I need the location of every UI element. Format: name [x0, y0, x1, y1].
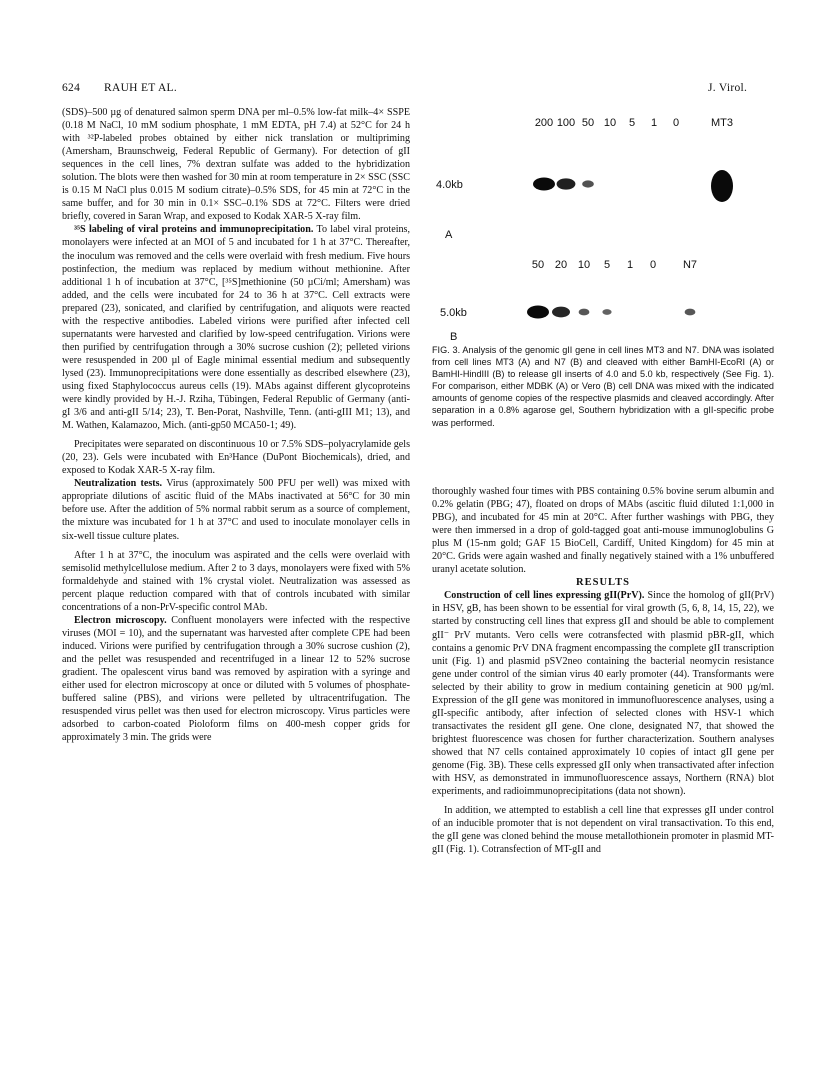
panel-b-lane-label: 50	[531, 259, 545, 271]
panel-b-lane-label: 1	[626, 259, 634, 271]
page-number: 624	[62, 82, 81, 94]
panel-b	[440, 259, 697, 343]
paragraph-neutralization-text: Virus (approximately 500 PFU per well) was mixed with appropriate dilutions of ascitic fluid of the MAbs inactivated at 56°C for 30 min before use. After the addition of 5% normal rabbit serum as a source of complement, the mixture was incubated for 1 h at 37°C and used to inoculate monolayer cells in six-well tissue culture plates.	[62, 478, 410, 542]
panel-a-lane-label: 50	[581, 117, 595, 129]
panel-a-band	[533, 178, 555, 191]
run-in-heading-neutralization: Neutralization tests.	[74, 478, 163, 490]
panel-b-lane-label: 5	[603, 259, 611, 271]
panel-a-band	[582, 180, 594, 187]
panel-b-letter: B	[450, 331, 458, 343]
section-heading-results: RESULTS	[576, 577, 630, 589]
panel-b-band	[685, 309, 696, 316]
panel-a-lane-label: 5	[628, 117, 636, 129]
paragraph-labeling-text: To label viral proteins, monolayers were infected at an MOI of 5 and incubated for 1 h at 37°C. Thereafter, the inoculum was removed and the cells were overlaid with fresh medium. Five hours postinfection, the medium was replaced by medium without methionine. After additional 1 h of incubation at 37°C, [³⁵S]methionine (50 µCi/ml; Amersham) was added, and the cells were incubated for 24 to 36 h at 37°C. Cell extracts were prepared (23), sonicated, and clarified by centrifugation, and aliquots were reacted with the respective antibodies. Labeled virions were purified after infected cell supernatants were harvested and clarified by low-speed centrifugation. Virions were then purified by centrifugation through a 30% sucrose cushion (2); pelleted virions were resuspended in 200 µl of Eagle minimal essential medium and subsequently lysed (23). Immunoprecipitations were done essentially as described elsewhere (23), using fixed Staphylococcus aureus cells (19). MAbs against different glycoproteins were kindly provided by H.-J. Rziha, Tübingen, Federal Republic of Germany (anti-gI 3/6 and anti-gII 5/14; 23), T. Ben-Porat, Nashville, Tenn. (anti-gIII M1; 13), and M. Wathen, Kalamazoo, Mich. (anti-gp50 MCA50-1; 49).	[62, 224, 411, 432]
panel-a-lane-label: 10	[603, 117, 617, 129]
panel-a-lane-label: MT3	[711, 117, 733, 129]
panel-b-lane-label: 10	[577, 259, 591, 271]
panel-a-lane-label: 200	[534, 117, 554, 129]
panel-a-lane-label: 100	[556, 117, 576, 129]
running-head-authors: RAUH ET AL.	[104, 82, 178, 94]
panel-a-band	[557, 178, 576, 189]
figure-3-blot	[432, 108, 762, 343]
paragraph-grids: thoroughly washed four times with PBS containing 0.5% bovine serum albumin and 0.2% gelatin (PBG; 47), floated on drops of MAbs (ascitic fluid diluted 1:1,000 in PBG), and incubated for 45 min at 20°C. After further washings with PBG, they were then immersed in a drop of gold-tagged goat anti-mouse immunoglobulins G plus M (15-nm gold; GAF 15 BioCell, Cardiff, United Kingdom) for 45 min at 20°C. Grids were again washed and finally negatively stained with a 1% unbuffered uranyl acetate solution.	[432, 486, 774, 576]
panel-b-lane-label: 0	[649, 259, 657, 271]
panel-a-lane-label: 0	[672, 117, 680, 129]
panel-a-size-label: 4.0kb	[436, 179, 463, 191]
panel-b-lane-label: N7	[682, 259, 698, 271]
paragraph-inducible: In addition, we attempted to establish a cell line that expresses gII under control of an inducible promoter that is not dependent on viral transactivation. To this end, the gII gene was cloned behind the mouse metallothionein promoter in plasmid MT-gII (Fig. 1). Cotransfection of MT-gII and	[432, 805, 774, 856]
run-in-heading-labeling: ³⁵S labeling of viral proteins and immunoprecipitation.	[74, 224, 314, 236]
panel-a-letter: A	[445, 229, 453, 241]
paragraph-electron-microscopy	[62, 614, 410, 744]
paragraph-construction-text: Since the homolog of gII(PrV) in HSV, gB, has been shown to be essential for viral growth (5, 6, 8, 14, 15, 22), we started by constructing cell lines that express gII and should be able to complement gII⁻ PrV mutants. Vero cells were cotransfected with plasmid pBR-gII, which contains a genomic PrV DNA fragment encompassing the complete gII transcription unit (Fig. 1) and plasmid pSV2neo containing the bacterial neomycin resistance gene under control of the simian virus 40 early promoter (44). Transformants were selected by their ability to grow in medium containing geneticin at 900 µg/ml. Expression of the gII gene was monitored in immunofluorescence analyses, using a gII-specific antibody, after infection of selected clones with HSV-1 which transactivates the resident gII gene. One clone, designated N7, that showed the brightest fluorescence was chosen for further characterization. Southern analyses showed that N7 cells contained approximately 10 copies of intact gII gene per genome (Fig. 3B). These cells expressed gII only when transactivated after infection with HSV, as demonstrated in immunofluorescence assays, Northern (RNA) blot experiments, and radioimmunoprecipitations (data not shown).	[432, 590, 774, 798]
paragraph-plaque: After 1 h at 37°C, the inoculum was aspirated and the cells were overlaid with semisolid methylcellulose medium. After 2 to 3 days, monolayers were fixed with 5% formaldehyde and stained with 1% crystal violet. Neutralization was assessed as percent plaque reduction compared with that of controls incubated with similar concentrations of a non-PrV-specific control MAb.	[62, 549, 410, 613]
panel-b-band	[552, 307, 570, 318]
panel-b-lane-label: 20	[554, 259, 568, 271]
paragraph-labeling	[62, 223, 410, 432]
panel-b-band	[527, 306, 549, 319]
paragraph-construction	[432, 589, 774, 798]
paragraph-neutralization	[62, 477, 410, 542]
run-in-heading-electron-microscopy: Electron microscopy.	[74, 614, 167, 626]
panel-b-band	[579, 309, 590, 316]
figure-caption: FIG. 3. Analysis of the genomic gII gene in cell lines MT3 and N7. DNA was isolated from cell lines MT3 (A) and N7 (B) and cleaved with either BamHI-EcoRI (A) or BamHI-HindIII (B) to release gII inserts of 4.0 and 5.0 kb, respectively (See Fig. 1). For comparison, either MDBK (A) or Vero (B) cell DNA was mixed with the indicated amounts of genome copies of the respective plasmids and cleaved accordingly. After separation in a 0.8% agarose gel, Southern hybridization with a gII-specific probe was performed.	[432, 345, 774, 428]
running-head-journal: J. Virol.	[708, 82, 748, 94]
panel-a-lane-label: 1	[650, 117, 658, 129]
panel-a	[436, 117, 733, 241]
panel-b-size-label: 5.0kb	[440, 307, 467, 319]
paragraph-hybridization: (SDS)–500 µg of denatured salmon sperm DNA per ml–0.5% low-fat milk–4× SSPE (0.18 M NaCl, 10 mM sodium phosphate, 1 mM EDTA, pH 7.4) at 52°C for 24 h with ³²P-labeled probes obtained by either nick translation or multipriming (Amersham, Braunschweig, Federal Republic of Germany). For detection of gII sequences in the cell lines, 7% dextran sulfate was added to the hybridization solution. The blots were then washed for 30 min at room temperature in 2× SSC (SSC is 0.15 M NaCl plus 0.015 M sodium citrate)–0.5% SDS, for 45 min at 72°C in the same buffer, and for 30 min in 0.1× SSC–0.1% SDS at 72°C. Filters were dried briefly, covered in Saran Wrap, and exposed to Kodak XAR-5 X-ray film.	[62, 107, 410, 223]
southern-blot-image	[432, 108, 762, 343]
paragraph-precipitates: Precipitates were separated on discontinuous 10 or 7.5% SDS–polyacrylamide gels (20, 23). Gels were incubated with En³Hance (DuPont Biochemicals), dried, and exposed to Kodak XAR-5 X-ray film.	[62, 439, 410, 477]
right-column	[432, 485, 774, 856]
panel-a-band	[711, 170, 733, 202]
panel-b-band	[602, 309, 611, 315]
left-column	[62, 106, 410, 744]
paragraph-electron-microscopy-text: Confluent monolayers were infected with the respective viruses (MOI = 10), and the supernatant was harvested after complete CPE had been induced. Virions were purified by centrifugation through a 30% sucrose cushion (2), and the pellet was resuspended and recentrifuged in a linear 12 to 52% sucrose gradient. The opalescent virus band was removed by aspiration with a syringe and either used for electron microscopy at once or diluted with 5 volumes of phosphate-buffered saline (PBS), and virions were pelleted by ultracentrifugation. The resuspended virus pellet was then used for electron microscopy. Virus particles were adsorbed to carbon-coated Pioloform films on 400-mesh copper grids for approximately 3 min. The grids were	[62, 614, 410, 744]
run-in-heading-construction: Construction of cell lines expressing gII(PrV).	[444, 590, 645, 602]
